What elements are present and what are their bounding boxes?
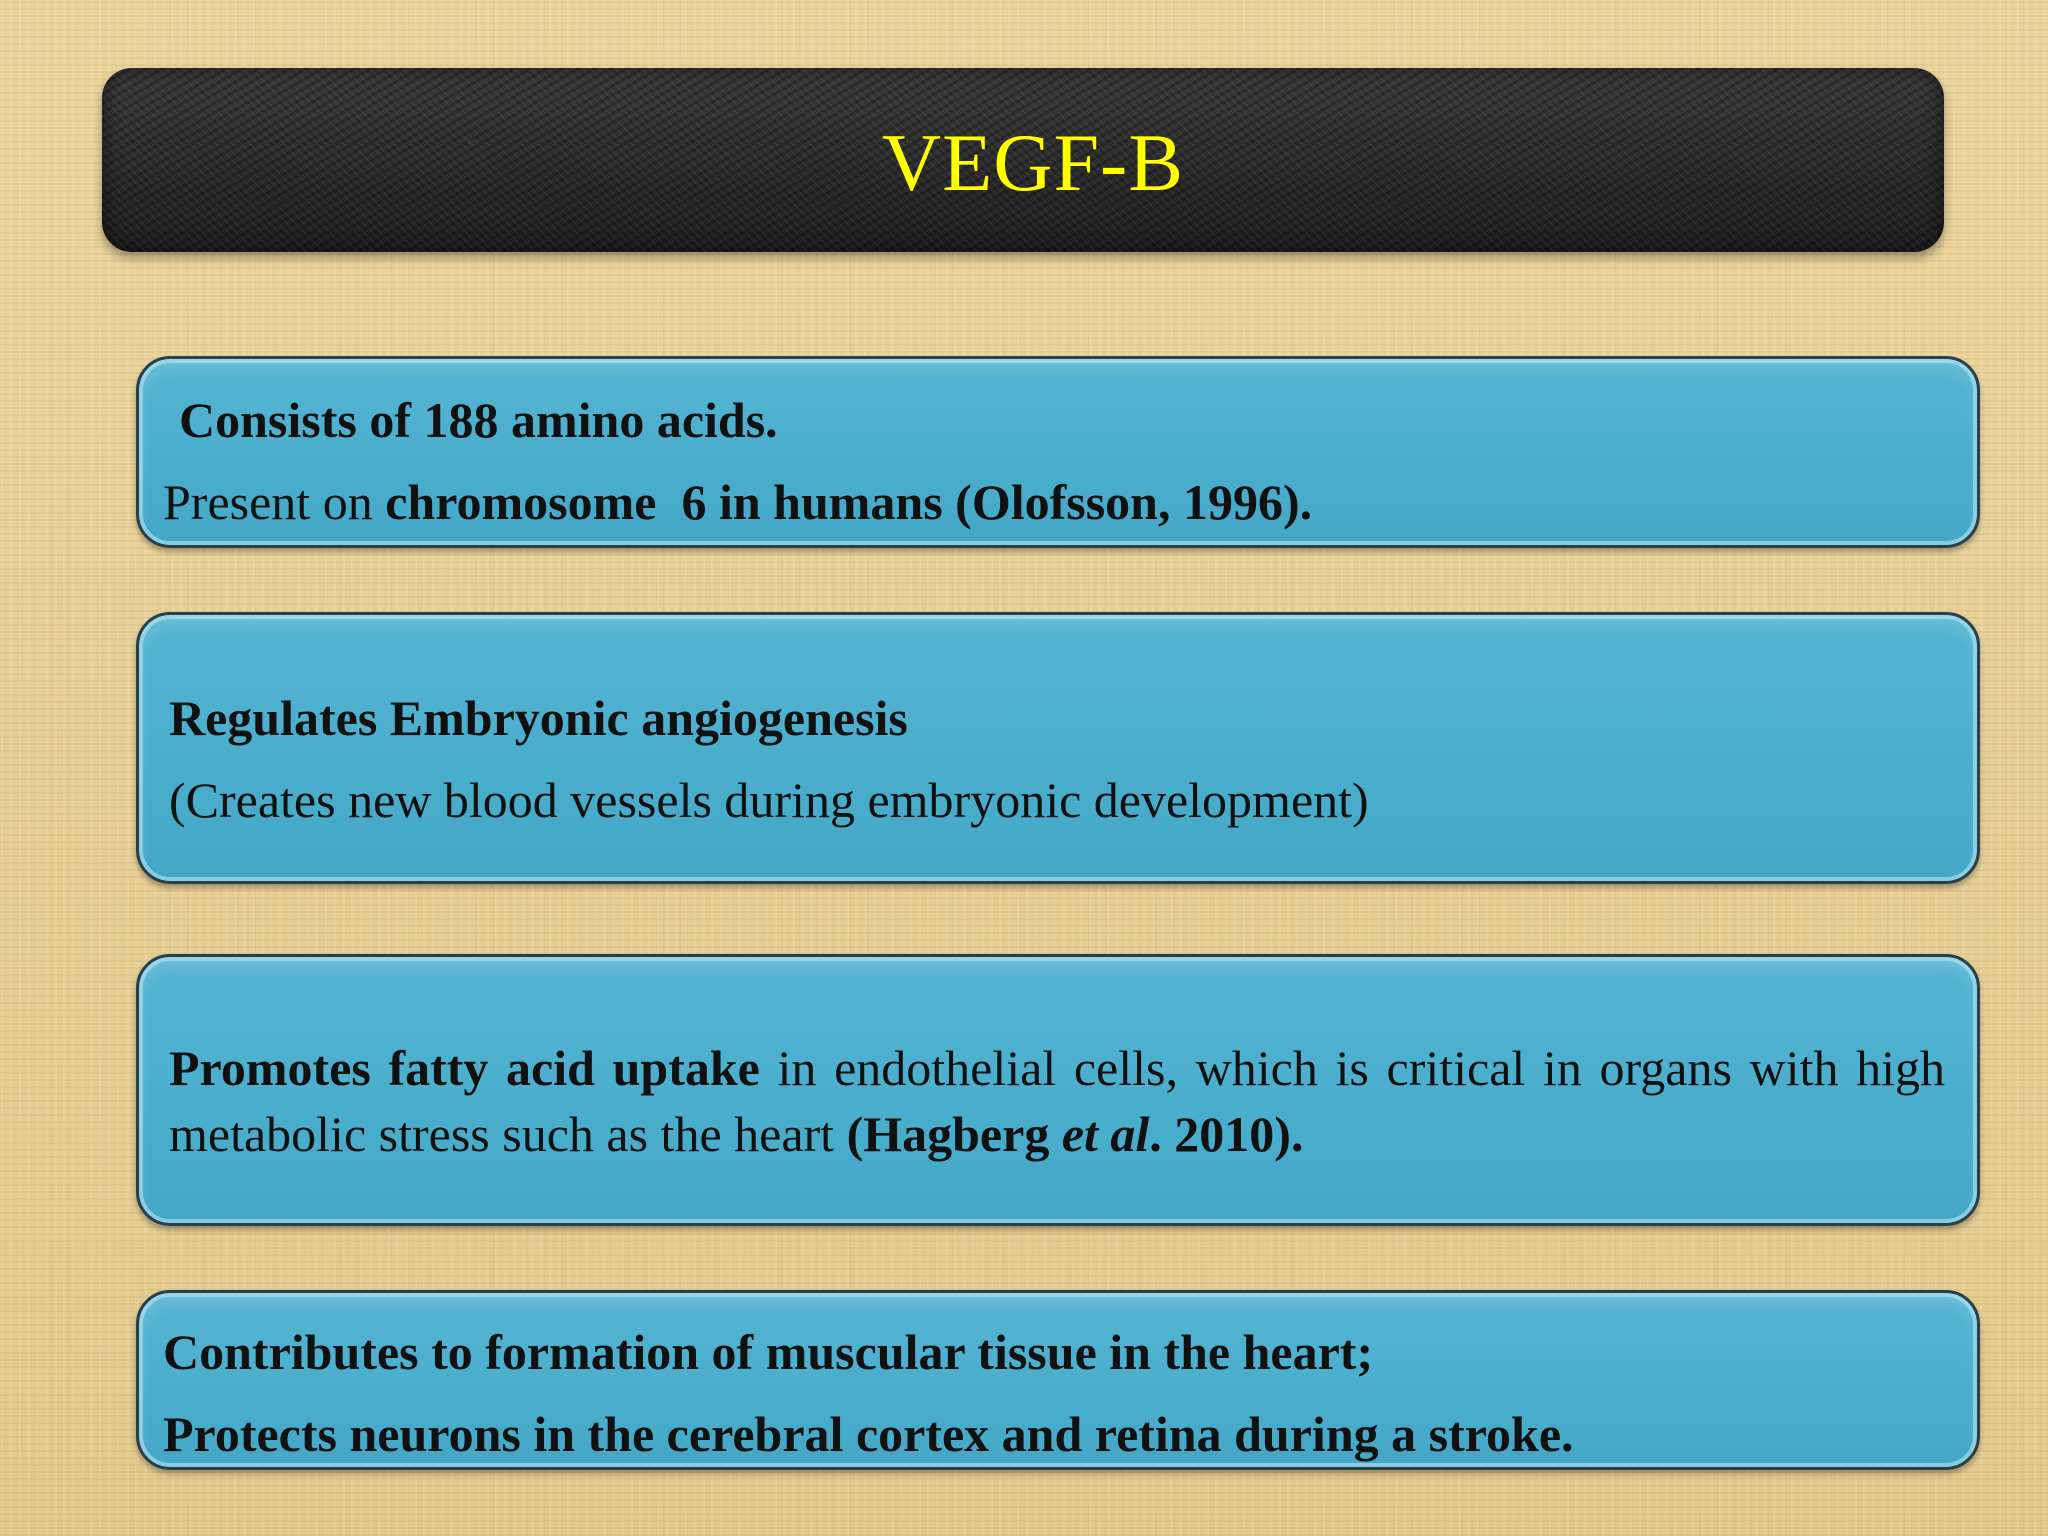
fatty-acid-body: in endothelial cells, which is critical in organs with high metabolic stress such as the heart (169, 1040, 1945, 1162)
angiogenesis-heading: Regulates Embryonic angiogenesis (169, 690, 908, 746)
fatty-acid-lead: Promotes fatty acid uptake (169, 1040, 760, 1096)
angiogenesis-description: (Creates new blood vessels during embryonic development) (169, 772, 1369, 828)
citation-open: (Hagberg (846, 1106, 1062, 1162)
info-box-heart-neurons (136, 1290, 1980, 1470)
chromosome-bold: chromosome 6 in humans (Olofsson, 1996). (385, 474, 1313, 530)
slide-title: VEGF-B (881, 117, 1185, 208)
amino-acids-text: Consists of 188 amino acids. (179, 392, 778, 448)
neurons-text: Protects neurons in the cerebral cortex and retina during a stroke. (163, 1406, 1574, 1462)
muscular-tissue-text: Contributes to formation of muscular tissue in the heart; (163, 1324, 1374, 1380)
citation-italic: et al (1061, 1106, 1150, 1162)
chromosome-prefix: Present on (163, 474, 386, 530)
title-bar (102, 68, 1944, 252)
citation-close: . 2010). (1149, 1106, 1304, 1162)
info-box-angiogenesis (136, 612, 1980, 884)
info-box-amino-acids (136, 356, 1980, 548)
fatty-acid-paragraph (169, 1035, 1945, 1167)
info-box-fatty-acid (136, 954, 1980, 1226)
chromosome-text (163, 461, 1945, 543)
